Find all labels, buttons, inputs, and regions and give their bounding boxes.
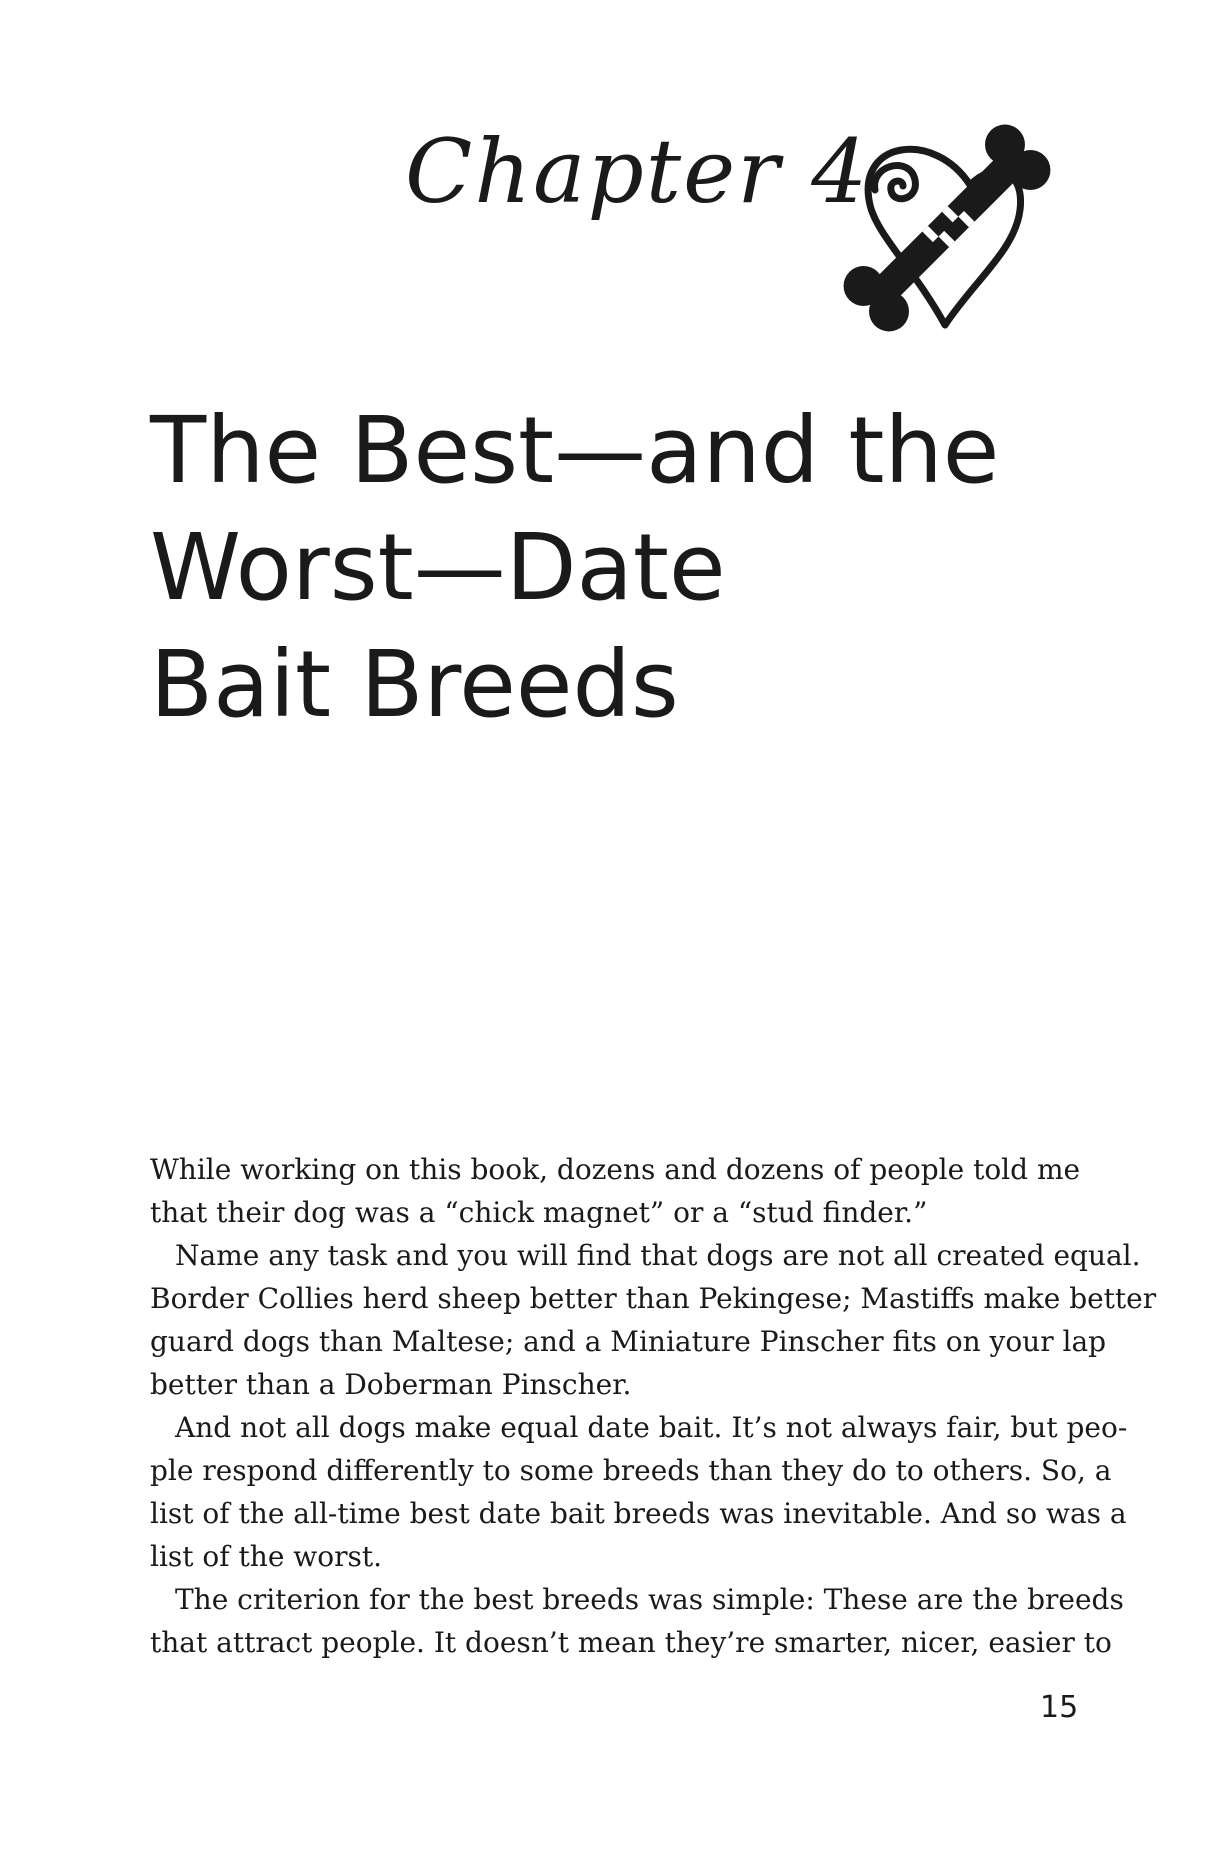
text-line: ple respond differently to some breeds than they do to others. So, a <box>150 1454 1112 1487</box>
chapter-title-line: Worst—Date <box>150 514 726 621</box>
text-line: And not all dogs make equal date bait. It’s not always fair, but peo- <box>175 1411 1128 1444</box>
text-line: that their dog was a “chick magnet” or a “stud finder.” <box>150 1196 928 1229</box>
text-line: that attract people. It doesn’t mean they’re smarter, nicer, easier to <box>150 1626 1112 1659</box>
chapter-title <box>150 392 1100 743</box>
text-line: The criterion for the best breeds was simple: These are the breeds <box>175 1583 1124 1616</box>
text-line: better than a Doberman Pinscher. <box>150 1368 632 1401</box>
paragraph <box>150 1234 1157 1406</box>
bone-heart-icon <box>815 110 1080 335</box>
paragraph <box>150 1148 1081 1234</box>
text-line: guard dogs than Maltese; and a Miniature Pinscher fits on your lap <box>150 1325 1107 1358</box>
chapter-title-line: Bait Breeds <box>150 631 679 738</box>
text-line: list of the all-time best date bait breeds was inevitable. And so was a <box>150 1497 1127 1530</box>
paragraph <box>150 1578 1124 1664</box>
body-text <box>150 1148 1157 1664</box>
text-line: Border Collies herd sheep better than Pekingese; Mastiffs make better <box>150 1282 1157 1315</box>
page-number: 15 <box>1040 1690 1079 1725</box>
text-line: Name any task and you will find that dogs are not all created equal. <box>175 1239 1141 1272</box>
chapter-title-line: The Best—and the <box>150 397 1000 504</box>
chapter-label: Chapter 4 <box>405 120 870 223</box>
paragraph <box>150 1406 1128 1578</box>
text-line: While working on this book, dozens and dozens of people told me <box>150 1153 1081 1186</box>
text-line: list of the worst. <box>150 1540 383 1573</box>
